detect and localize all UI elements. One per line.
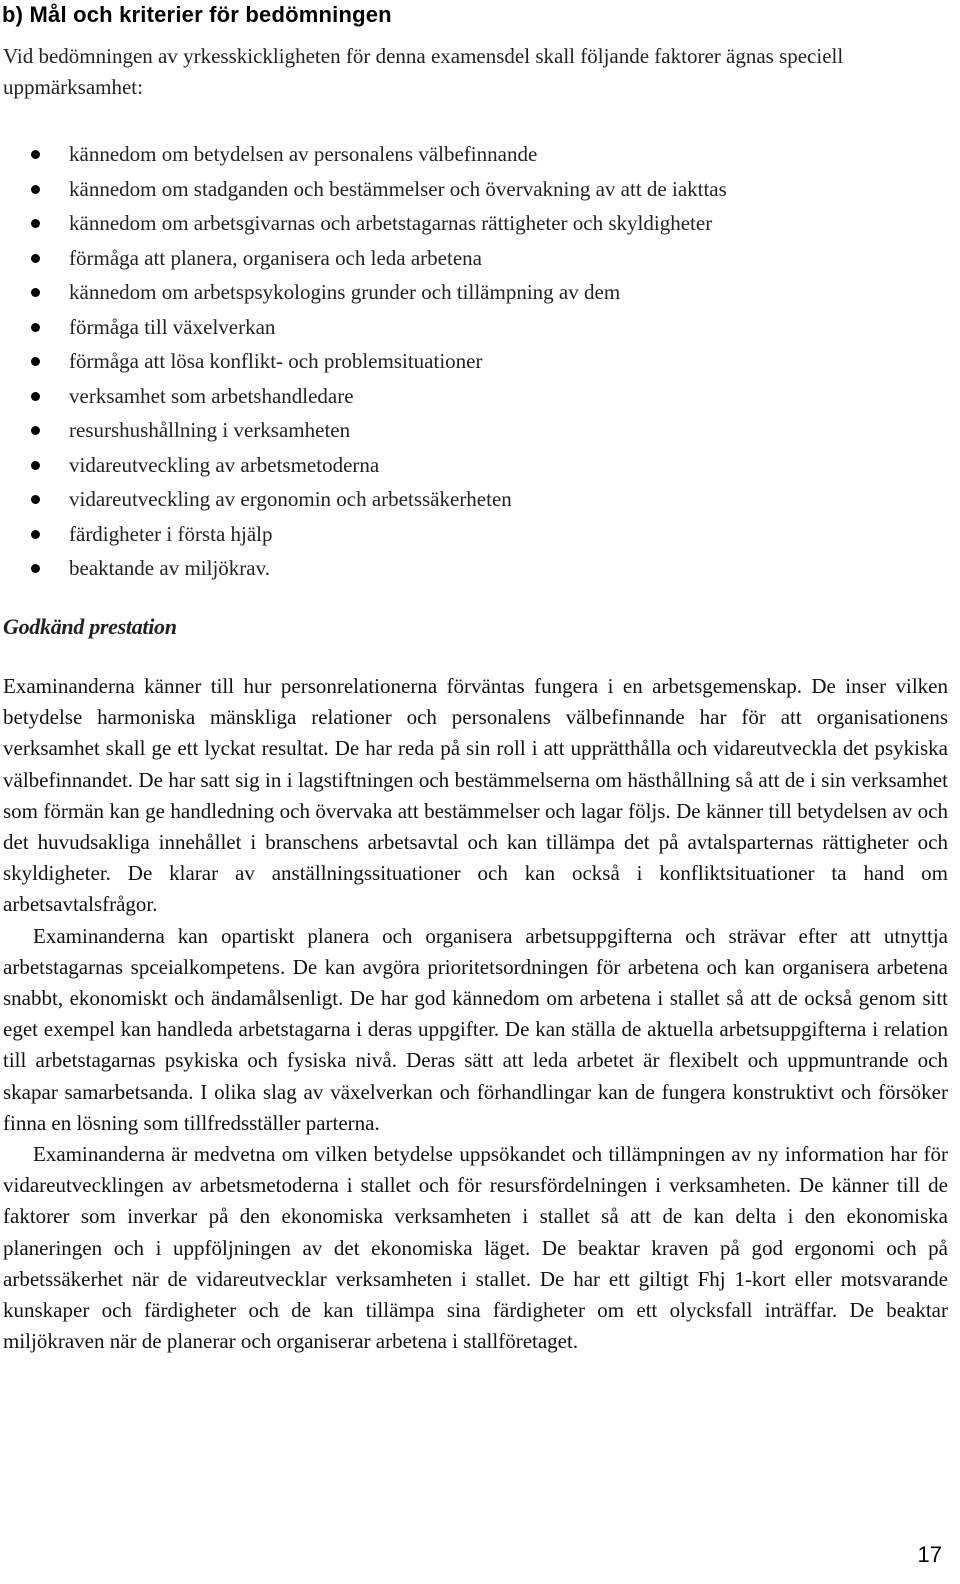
- list-item: [0, 551, 945, 586]
- list-item: [0, 275, 945, 310]
- list-item-text: kännedom om arbetsgivarnas och arbetstagarnas rättigheter och skyldigheter: [69, 211, 713, 235]
- bullet-icon: [31, 426, 40, 435]
- bullet-icon: [31, 357, 40, 366]
- bullet-icon: [31, 461, 40, 470]
- list-item: [0, 310, 945, 345]
- list-item-text: förmåga att lösa konflikt- och problemsituationer: [69, 349, 483, 373]
- list-item: [0, 448, 945, 483]
- list-item: [0, 206, 945, 241]
- approved-body: [3, 671, 948, 1357]
- list-item: [0, 379, 945, 414]
- list-item: [0, 517, 945, 552]
- bullet-icon: [31, 219, 40, 228]
- bullet-icon: [31, 392, 40, 401]
- bullet-icon: [31, 495, 40, 504]
- list-item-text: förmåga att planera, organisera och leda arbetena: [69, 245, 482, 270]
- list-item-text: kännedom om betydelsen av personalens välbefinnande: [69, 142, 538, 166]
- list-item-text: resurshushållning i verksamheten: [69, 418, 351, 442]
- bullet-icon: [31, 288, 40, 297]
- list-item: [0, 137, 945, 172]
- list-item: [0, 482, 945, 517]
- page-number: 17: [917, 1542, 942, 1567]
- bullet-icon: [31, 323, 40, 332]
- criteria-list: [0, 137, 945, 586]
- bullet-icon: [31, 254, 40, 263]
- list-item: [0, 344, 945, 379]
- list-item-text: beaktande av miljökrav.: [69, 556, 270, 580]
- intro-paragraph: Vid bedömningen av yrkesskickligheten för denna examensdel skall följande faktorer ägnas speciell uppmärksamhet:: [3, 44, 844, 99]
- approved-heading: Godkänd prestation: [3, 614, 177, 639]
- body-paragraph: Examinanderna är medvetna om vilken betydelse uppsökandet och tillämpningen av ny information har för vidareutvecklingen av arbetsmetoderna i stallet och för resursfördelningen i verksamheten. De känner till de faktorer som inverkar på den ekonomiska verksamheten i stallet så att de kan delta i den ekonomiska planeringen och i uppföljningen av det ekonomiska läget. De beaktar kraven på god ergonomi och på arbetssäkerhet när de vidareutvecklar verksamheten i stallet. De har ett giltigt Fhj 1-kort eller motsvarande kunskaper och färdigheter och de kan tillämpa sina färdigheter om ett olycksfall inträffar. De beaktar miljökraven när de planerar och organiserar arbetena i stallföretaget.: [3, 1142, 948, 1354]
- list-item-text: vidareutveckling av ergonomin och arbetssäkerheten: [69, 487, 512, 511]
- bullet-icon: [31, 530, 40, 539]
- body-paragraph: Examinanderna känner till hur personrelationerna förväntas fungera i en arbetsgemenskap. De inser vilken betydelse harmoniska mänskliga relationer och personalens välbefinnande har för att organisationens verksamhet skall ge ett lyckat resultat. De har reda på sin roll i att upprätthålla och vidareutveckla det psykiska välbefinnandet. De har satt sig in i lagstiftningen och bestämmelserna om hästhållning så att de i sin verksamhet som förmän kan ge handledning och övervaka att bestämmelser och lagar följs. De känner till betydelsen av och det huvudsakliga innehållet i branschens arbetsavtal och kan tillämpa det på avtalsparternas rättigheter och skyldigheter. De klarar av anställningssituationer och kan också i konfliktsituationer ta hand om arbetsavtalsfrågor.: [3, 674, 948, 917]
- list-item-text: förmåga till växelverkan: [69, 314, 276, 339]
- section-heading: b) Mål och kriterier för bedömningen: [2, 2, 392, 27]
- list-item: [0, 172, 945, 207]
- list-item-text: kännedom om stadganden och bestämmelser och övervakning av att de iakttas: [69, 176, 727, 201]
- list-item-text: kännedom om arbetspsykologins grunder och tillämpning av dem: [69, 280, 621, 304]
- body-paragraph: Examinanderna kan opartiskt planera och organisera arbetsuppgifterna och strävar efter att utnyttja arbetstagarnas spceialkompetens. De kan avgöra prioritetsordningen för arbetena och kan organisera arbetena snabbt, ekonomiskt och ändamålsenligt. De har god kännedom om arbetena i stallet så att de också genom sitt eget exempel kan handleda arbetstagarna i deras uppgifter. De kan ställa de aktuella arbetsuppgifterna i relation till arbetstagarnas psykiska och fysiska nivå. Deras sätt att leda arbetet är flexibelt och uppmuntrande och skapar samarbetsanda. I olika slag av växelverkan och förhandlingar kan de fungera konstruktivt och försöker finna en lösning som tillfredsställer parterna.: [3, 923, 948, 1135]
- list-item-text: verksamhet som arbetshandledare: [69, 383, 354, 408]
- list-item: [0, 241, 945, 276]
- list-item-text: vidareutveckling av arbetsmetoderna: [69, 452, 380, 477]
- list-item: [0, 413, 945, 448]
- bullet-icon: [31, 150, 40, 159]
- bullet-icon: [31, 185, 40, 194]
- list-item-text: färdigheter i första hjälp: [69, 521, 273, 546]
- bullet-icon: [31, 564, 40, 573]
